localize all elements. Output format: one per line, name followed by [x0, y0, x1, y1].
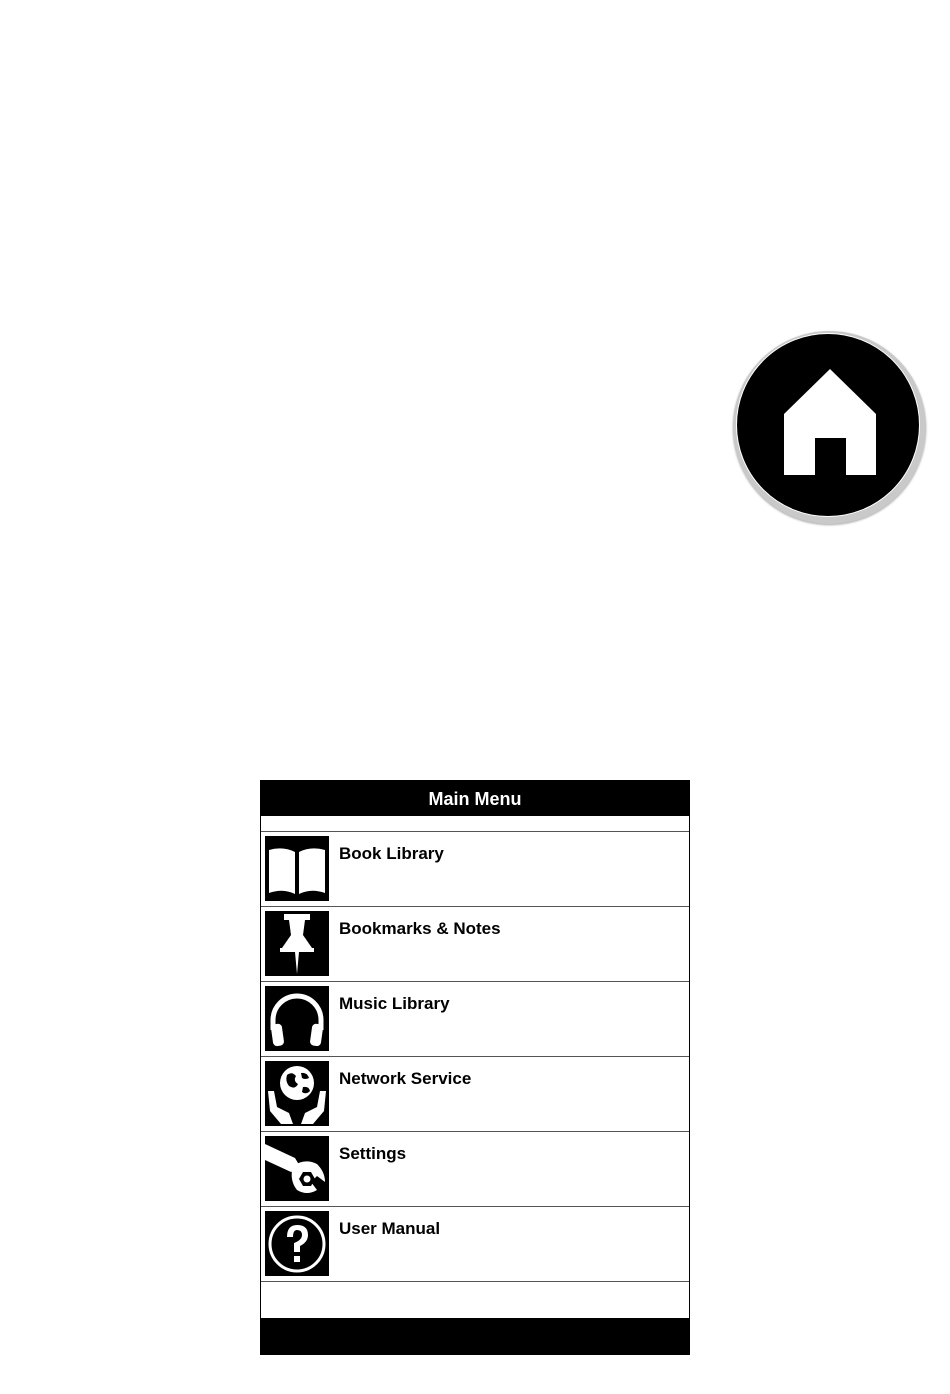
- question-icon: [265, 1211, 329, 1276]
- main-menu-list: [261, 831, 689, 1282]
- title-bar: [261, 780, 689, 816]
- home-button-face: [736, 333, 920, 517]
- book-icon: [265, 836, 329, 901]
- home-button[interactable]: [733, 331, 926, 524]
- menu-item-music-library[interactable]: [261, 982, 689, 1057]
- bottom-status-bar: [261, 1318, 689, 1355]
- device-screen: [260, 780, 690, 1355]
- menu-item-label: Network Service: [339, 1069, 472, 1088]
- menu-item-label: Bookmarks & Notes: [339, 919, 501, 938]
- menu-item-book-library[interactable]: [261, 832, 689, 907]
- menu-item-bookmarks-notes[interactable]: [261, 907, 689, 982]
- page-title: Main Menu: [428, 789, 522, 809]
- wrench-icon: [265, 1136, 329, 1201]
- home-icon: [737, 334, 921, 518]
- globe-hands-icon: [265, 1061, 329, 1126]
- menu-item-label: User Manual: [339, 1219, 441, 1238]
- headphones-icon: [265, 986, 329, 1051]
- menu-item-user-manual[interactable]: [261, 1207, 689, 1282]
- menu-item-network-service[interactable]: [261, 1057, 689, 1132]
- pushpin-icon: [265, 911, 329, 976]
- menu-item-label: Settings: [339, 1144, 407, 1163]
- menu-item-label: Music Library: [339, 994, 450, 1013]
- menu-item-label: Book Library: [339, 844, 444, 863]
- menu-item-settings[interactable]: [261, 1132, 689, 1207]
